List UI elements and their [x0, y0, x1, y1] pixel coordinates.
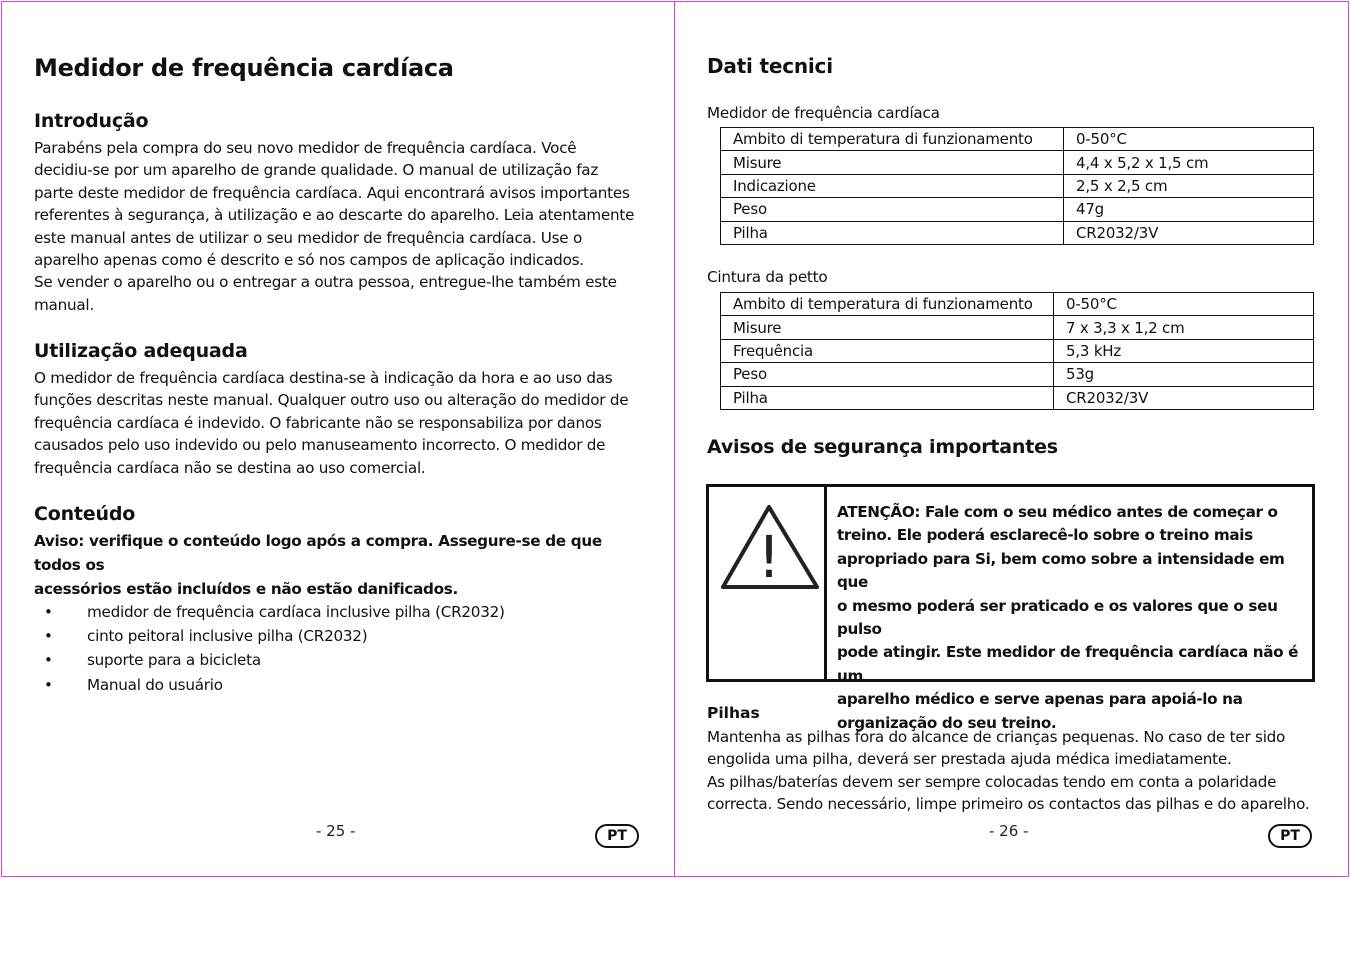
usage-line: funções descritas neste manual. Qualquer outro uso ou alteração do medidor de: [34, 391, 629, 410]
intro-paragraph: [34, 137, 640, 316]
contents-heading: Conteúdo: [34, 503, 136, 525]
safety-heading: Avisos de segurança importantes: [707, 436, 1058, 458]
spec-table-monitor: [720, 127, 1314, 245]
page-number: - 26 -: [989, 822, 1029, 840]
spec-key: Peso: [721, 363, 1054, 386]
usage-line: O medidor de frequência cardíaca destina-se à indicação da hora e ao uso das: [34, 369, 613, 387]
list-item: • Manual do usuário: [44, 673, 505, 697]
warning-line: organização do seu treino.: [837, 713, 1057, 732]
intro-line: referentes à segurança, à utilização e ao descarte do aparelho. Leia atentamente: [34, 206, 635, 225]
warning-label: ATENÇÃO:: [837, 503, 921, 521]
language-badge: PT: [595, 824, 639, 848]
table-row: [721, 293, 1314, 316]
table-row: [721, 316, 1314, 339]
spec-value: 7 x 3,3 x 1,2 cm: [1054, 316, 1314, 339]
intro-line: Parabéns pela compra do seu novo medidor de frequência cardíaca. Você: [34, 139, 577, 157]
usage-line: frequência cardíaca é indevido. O fabricante não se responsabiliza por danos: [34, 413, 602, 432]
table-row: [721, 363, 1314, 386]
spec-key: Pilha: [721, 221, 1064, 244]
table-row: [721, 151, 1314, 174]
batteries-line: Mantenha as pilhas fora do alcance de crianças pequenas. No caso de ter sido: [707, 728, 1286, 746]
page-number: - 25 -: [316, 822, 356, 840]
table-row: [721, 221, 1314, 244]
intro-line: Se vender o aparelho ou o entregar a outra pessoa, entregue-lhe também este: [34, 273, 617, 292]
intro-line: aparelho apenas como é descrito e só nos campos de aplicação indicados.: [34, 251, 584, 270]
table2-caption: Cintura da petto: [707, 268, 828, 286]
batteries-line: As pilhas/baterías devem ser sempre colocadas tendo em conta a polaridade: [707, 772, 1277, 791]
spec-key: Misure: [721, 316, 1054, 339]
page-title: Medidor de frequência cardíaca: [34, 54, 454, 82]
contents-notice: [34, 529, 640, 601]
spec-key: Indicazione: [721, 174, 1064, 197]
batteries-paragraph: [707, 726, 1320, 816]
list-item: • suporte para a bicicleta: [44, 648, 505, 672]
spec-key: Ambito di temperatura di funzionamento: [721, 293, 1054, 316]
notice-line: acessórios estão incluídos e não estão danificados.: [34, 580, 458, 598]
table-row: [721, 198, 1314, 221]
batteries-heading: Pilhas: [707, 704, 760, 722]
table-row: [721, 174, 1314, 197]
spec-key: Frequência: [721, 339, 1054, 362]
batteries-line: engolida uma pilha, deverá ser prestada ajuda médica imediatamente.: [707, 750, 1232, 769]
spec-value: CR2032/3V: [1064, 221, 1314, 244]
usage-paragraph: [34, 367, 640, 479]
language-badge: PT: [1268, 824, 1312, 848]
spec-value: 0-50°C: [1064, 128, 1314, 151]
usage-line: causados pelo uso indevido ou pelo manuseamento incorrecto. O medidor de: [34, 436, 606, 455]
right-page: [675, 1, 1349, 877]
list-item: • medidor de frequência cardíaca inclusive pilha (CR2032): [44, 600, 505, 624]
spec-table-chest-belt: [720, 292, 1314, 410]
warning-text: [827, 487, 1312, 732]
spec-value: 0-50°C: [1054, 293, 1314, 316]
warning-line: o mesmo poderá ser praticado e os valores que o seu pulso: [837, 596, 1278, 639]
spec-value: 4,4 x 5,2 x 1,5 cm: [1064, 151, 1314, 174]
table-row: [721, 386, 1314, 409]
intro-line: parte deste medidor de frequência cardíaca. Aqui encontrará avisos importantes: [34, 183, 630, 202]
spec-value: 5,3 kHz: [1054, 339, 1314, 362]
intro-line: manual.: [34, 295, 94, 314]
svg-text:!: !: [757, 523, 781, 591]
spec-key: Ambito di temperatura di funzionamento: [721, 128, 1064, 151]
spec-key: Pilha: [721, 386, 1054, 409]
spec-value: 47g: [1064, 198, 1314, 221]
warning-line: Fale com o seu médico antes de começar o: [920, 503, 1278, 521]
warning-triangle-icon: [709, 487, 827, 679]
batteries-line: correcta. Sendo necessário, limpe primeiro os contactos das pilhas e do aparelho.: [707, 795, 1310, 814]
spec-key: Misure: [721, 151, 1064, 174]
warning-line: pode atingir. Este medidor de frequência cardíaca não é um: [837, 643, 1299, 685]
intro-heading: Introdução: [34, 110, 149, 132]
usage-line: frequência cardíaca não se destina ao uso comercial.: [34, 458, 426, 477]
warning-line: aparelho médico e serve apenas para apoiá-lo na: [837, 690, 1243, 709]
warning-line: apropriado para Si, bem como sobre a intensidade em que: [837, 549, 1285, 592]
spec-key: Peso: [721, 198, 1064, 221]
table1-caption: Medidor de frequência cardíaca: [707, 104, 940, 122]
spec-value: CR2032/3V: [1054, 386, 1314, 409]
spec-value: 53g: [1054, 363, 1314, 386]
table-row: [721, 339, 1314, 362]
contents-list: [44, 600, 505, 697]
notice-line: Aviso: verifique o conteúdo logo após a compra. Assegure-se de que todos os: [34, 532, 602, 574]
table-row: [721, 128, 1314, 151]
intro-line: este manual antes de utilizar o seu medidor de frequência cardíaca. Use o: [34, 228, 583, 247]
spec-value: 2,5 x 2,5 cm: [1064, 174, 1314, 197]
list-item: • cinto peitoral inclusive pilha (CR2032): [44, 624, 505, 648]
intro-line: decidiu-se por um aparelho de grande qualidade. O manual de utilização faz: [34, 161, 599, 180]
usage-heading: Utilização adequada: [34, 340, 248, 362]
tech-heading: Dati tecnici: [707, 54, 833, 78]
warning-line: treino. Ele poderá esclarecê-lo sobre o treino mais: [837, 526, 1253, 545]
left-page: [1, 1, 675, 877]
